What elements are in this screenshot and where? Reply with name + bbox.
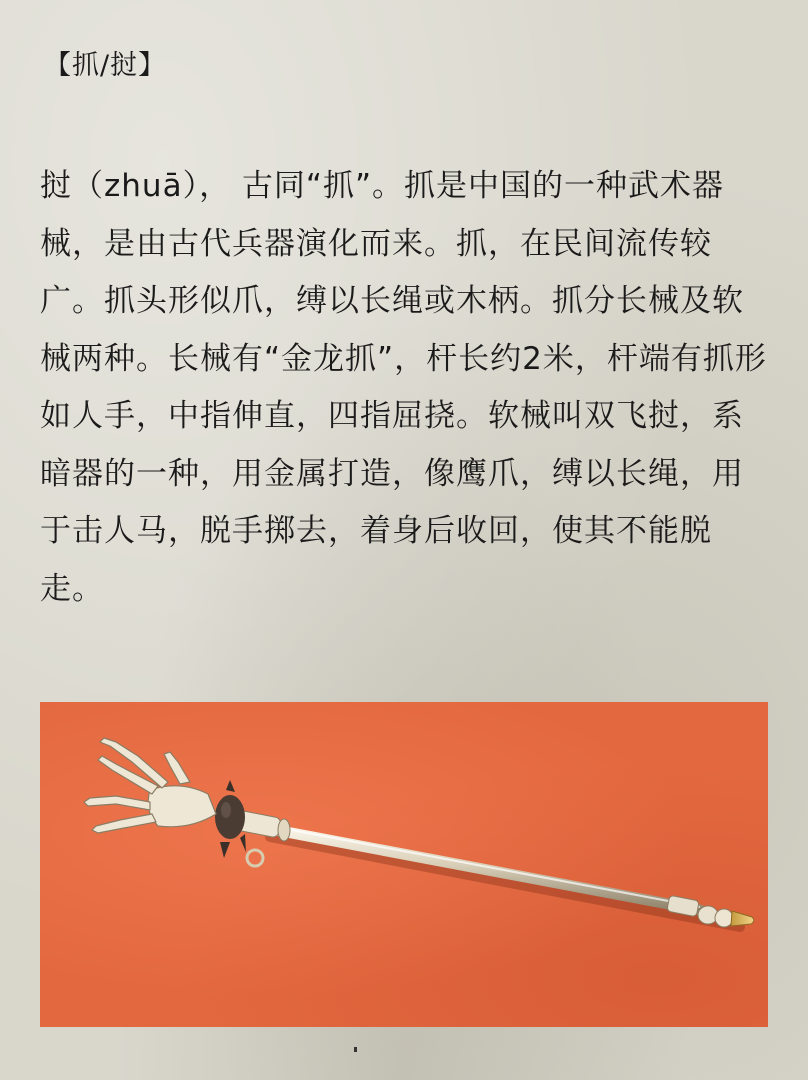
description-paragraph: 挝（zhuā）， 古同“抓”。抓是中国的一种武术器械，是由古代兵器演化而来。抓，在民间流传较广。抓头形似爪，缚以长绳或木柄。抓分长械及软械两种。长械有“金龙抓”，杆长约2米，杆端有抓形如人手，中指伸直，四指屈挠。软械叫双飞挝，系暗器的一种，用金属打造，像鹰爪，缚以长绳，用于击人马，脱手掷去，着身后收回，使其不能脱走。: [40, 168, 767, 607]
spiked-knob: [215, 780, 246, 858]
claw-hand: [84, 738, 216, 833]
rod-end-cap: [667, 895, 754, 927]
claw-weapon-illustration: [40, 702, 768, 1027]
hanging-ring: [247, 850, 263, 866]
rod: [265, 828, 700, 910]
page-title: 【抓/挝】: [44, 50, 167, 81]
page-marker: [354, 1047, 357, 1052]
weapon-photo: [40, 702, 768, 1027]
